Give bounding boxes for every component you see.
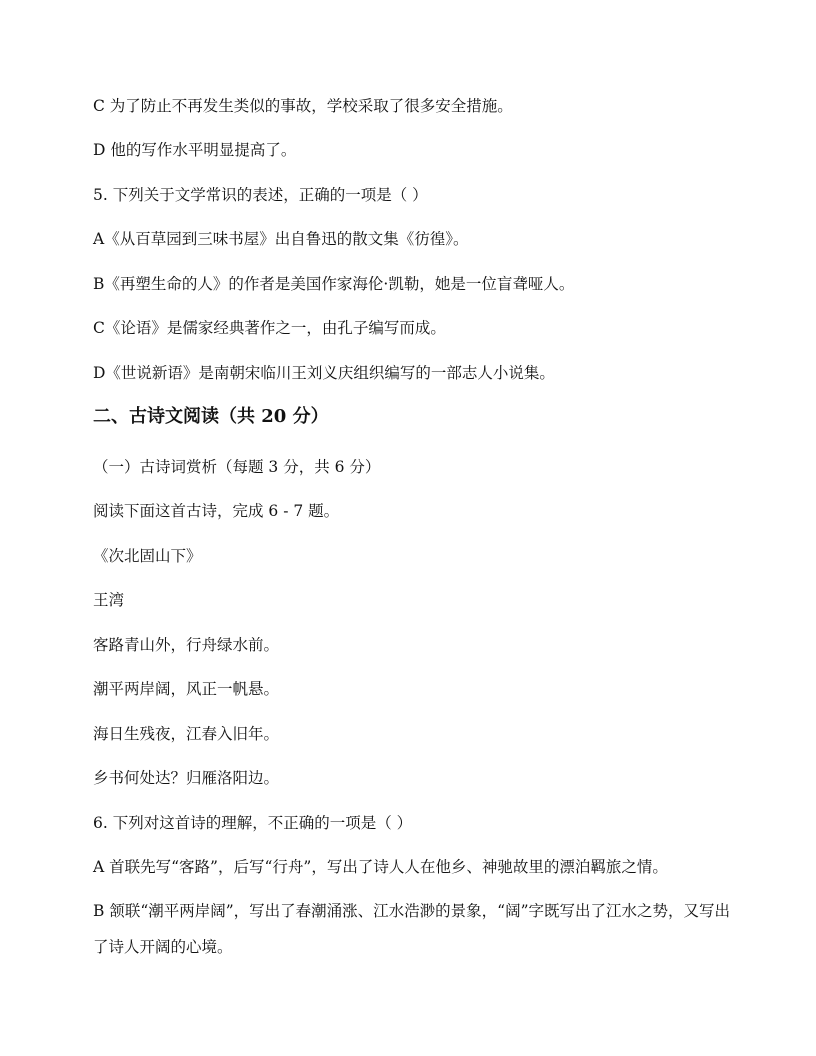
- question-5-option-a: A《从百草园到三味书屋》出自鲁迅的散文集《彷徨》。: [93, 230, 469, 248]
- poem-title: 《次北固山下》: [93, 547, 202, 565]
- question-5-option-d: D《世说新语》是南朝宋临川王刘义庆组织编写的一部志人小说集。: [93, 364, 555, 382]
- poem-line-3: 海日生残夜，江春入旧年。: [93, 725, 280, 743]
- question-6: 6. 下列对这首诗的理解，不正确的一项是（ ）: [93, 814, 413, 832]
- reading-instruction: 阅读下面这首古诗，完成 6 - 7 题。: [93, 502, 340, 520]
- poem-line-2: 潮平两岸阔，风正一帆悬。: [93, 680, 280, 698]
- subsection-heading: （一）古诗词赏析（每题 3 分，共 6 分）: [93, 458, 381, 476]
- section-heading-score: 20: [261, 406, 287, 427]
- section-heading-prefix: 二、古诗文阅读（共: [93, 406, 262, 427]
- section-heading: [93, 406, 733, 428]
- option-c-line: C 为了防止不再发生类似的事故，学校采取了很多安全措施。: [93, 97, 513, 115]
- question-5: 5. 下列关于文学常识的表述，正确的一项是（ ）: [93, 186, 428, 204]
- poem-line-4: 乡书何处达？归雁洛阳边。: [93, 769, 280, 787]
- question-6-option-b: B 颔联“潮平两岸阔”，写出了春潮涌涨、江水浩渺的景象，“阔”字既写出了江水之势，又写出了诗人开阔的心境。: [93, 902, 731, 956]
- question-5-option-c: C《论语》是儒家经典著作之一，由孔子编写而成。: [93, 319, 446, 337]
- poem-line-1: 客路青山外，行舟绿水前。: [93, 636, 280, 654]
- poem-author: 王湾: [93, 591, 125, 609]
- question-5-option-b: B《再塑生命的人》的作者是美国作家海伦·凯勒，她是一位盲聋哑人。: [93, 275, 575, 293]
- option-d-line: D 他的写作水平明显提高了。: [93, 141, 297, 159]
- section-heading-suffix: 分）: [286, 406, 329, 427]
- question-6-option-a: A 首联先写“客路”，后写“行舟”，写出了诗人人在他乡、神驰故里的漂泊羁旅之情。: [93, 858, 668, 876]
